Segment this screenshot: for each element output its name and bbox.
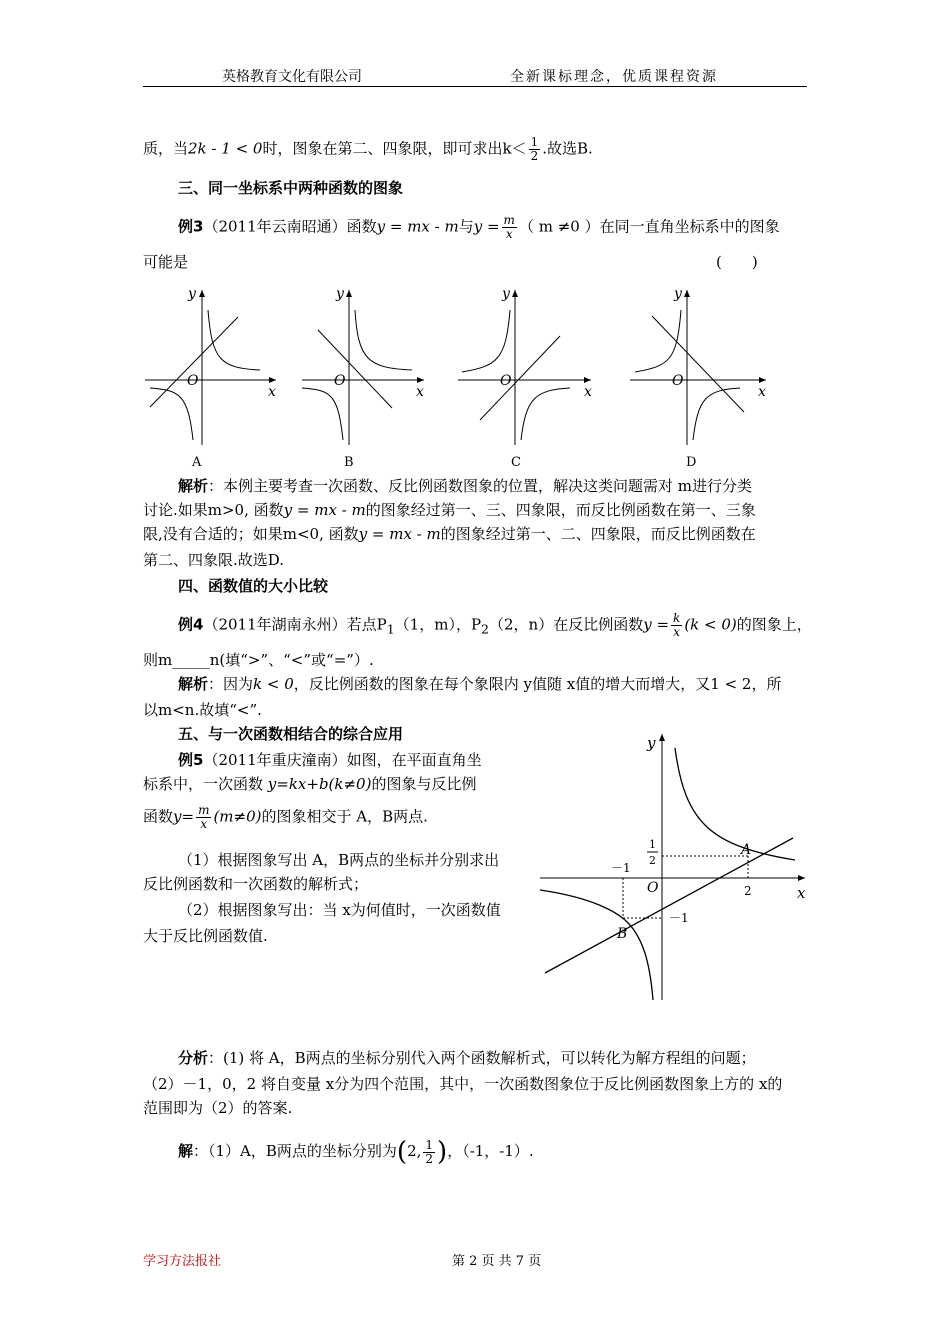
fig5-tick-half-den: 2	[649, 854, 656, 867]
fig5-tick-x-minus1: －1	[611, 861, 631, 875]
analysis-4-line1: 解析：因为k < 0，反比例函数的图象在每个象限内 y值随 x值的增大而增大，又1 < 2，所	[178, 675, 782, 693]
example-5-line3: 函数y= $\frac{m}{x}$ (m≠0)的图象相交于 A，B两点.	[143, 803, 428, 831]
graph-b-x-label: x	[416, 384, 424, 400]
answer-blank: ( )	[716, 253, 758, 271]
analysis-5-line2: （2）－1，0，2 将自变量 x分为四个范围，其中，一次函数图象位于反比例函数图象上方的 x的	[143, 1075, 783, 1093]
solution-line: 解：（1）A，B两点的坐标分别为(2, $\frac{1}{2}$ )，（-1，-1）.	[178, 1137, 534, 1167]
analysis-5-line1: 分析：(1) 将 A，B两点的坐标分别代入两个函数解析式，可以转化为解方程组的问题；	[178, 1049, 756, 1067]
graph-b-label: B	[344, 455, 354, 470]
fig5-point-b: B	[617, 926, 628, 942]
fig5-tick-half-num: 1	[649, 838, 656, 851]
graph-c-x-label: x	[584, 384, 592, 400]
graph-a-x-label: x	[268, 384, 276, 400]
graph-d-label: D	[686, 455, 697, 470]
example-5-q2: （2）根据图象写出：当 x为何值时，一次函数值	[178, 901, 501, 919]
graph-d-x-label: x	[758, 384, 766, 400]
graph-c-origin: O	[500, 373, 512, 389]
graph-a-origin: O	[187, 373, 199, 389]
example-5-line2: 标系中，一次函数 y=kx+b(k≠0)的图象与反比例	[143, 775, 477, 793]
example-3-line2: 可能是	[143, 253, 189, 271]
example-5-q2-cont: 大于反比例函数值.	[143, 927, 268, 945]
analysis-5-line3: 范围即为（2）的答案.	[143, 1099, 293, 1117]
fig5-point-a: A	[741, 842, 752, 858]
fig5-origin: O	[647, 880, 659, 896]
example-3-graphs	[140, 280, 790, 475]
text-line-1: 质，当2k - 1 < 0时，图象在第二、四象限，即可求出k＜ $\frac{1}{2}$ .故选B.	[143, 135, 593, 163]
example-5-q1: （1）根据图象写出 A，B两点的坐标并分别求出	[178, 851, 500, 869]
header-company: 英格教育文化有限公司	[222, 69, 362, 85]
graph-b	[302, 286, 424, 470]
section-5-title: 五、与一次函数相结合的综合应用	[178, 725, 404, 743]
graph-d-y-label: y	[674, 286, 682, 302]
fig5-x-label: x	[797, 884, 806, 902]
graph-c-y-label: y	[502, 286, 510, 302]
analysis-3-line1: 解析：本例主要考查一次函数、反比例函数图象的位置，解决这类问题需对 m进行分类	[178, 477, 753, 495]
fig5-tick-x-2: 2	[744, 884, 752, 898]
section-3-title: 三、同一坐标系中两种函数的图象	[178, 179, 404, 197]
footer-publisher: 学习方法报社	[143, 1254, 222, 1269]
graph-b-y-label: y	[336, 286, 344, 302]
example-5-q1-cont: 反比例函数和一次函数的解析式；	[143, 875, 369, 893]
example-5-line1: 例5（2011年重庆潼南）如图，在平面直角坐	[178, 751, 482, 769]
graph-d-origin: O	[672, 373, 684, 389]
graph-c-label: C	[511, 455, 521, 470]
example-3: 例3（2011年云南昭通）函数y = mx - m与y = $\frac{m}{x}$ （ m ≠0 ）在同一直角坐标系中的图象	[178, 213, 780, 241]
analysis-3-line2: 讨论.如果m>0, 函数y = mx - m的图象经过第一、三、四象限，而反比例函数在第一、三象	[143, 501, 756, 519]
header-slogan: 全新课标理念，优质课程资源	[510, 69, 718, 85]
graph-c	[458, 286, 592, 470]
graph-a-y-label: y	[188, 286, 196, 302]
header-rule	[143, 86, 807, 87]
example-5-figure	[535, 728, 815, 1003]
example-4-line2: 则m_____n(填“>”、“<”或“=”）.	[143, 651, 374, 669]
graph-b-origin: O	[334, 373, 346, 389]
graph-d	[630, 286, 766, 470]
example-4: 例4（2011年湖南永州）若点$P_1(1$，m），$P_2(2$，n）在反比例函数y = $\frac{k}{x}$ (k < 0)的图象上，	[178, 611, 812, 639]
fig5-tick-y-minus1: －1	[669, 911, 689, 925]
analysis-4-line2: 以m<n.故填“<”.	[143, 701, 262, 719]
graph-a	[145, 286, 276, 470]
analysis-3-line4: 第二、四象限.故选D.	[143, 551, 285, 569]
footer-page-number: 第 2 页 共 7 页	[452, 1254, 542, 1269]
graph-a-label: A	[192, 455, 202, 470]
section-4-title: 四、函数值的大小比较	[178, 577, 329, 595]
fig5-y-label: y	[647, 734, 656, 752]
analysis-3-line3: 限,没有合适的；如果m<0, 函数y = mx - m的图象经过第一、二、四象限，而反比例函数在	[143, 525, 756, 543]
